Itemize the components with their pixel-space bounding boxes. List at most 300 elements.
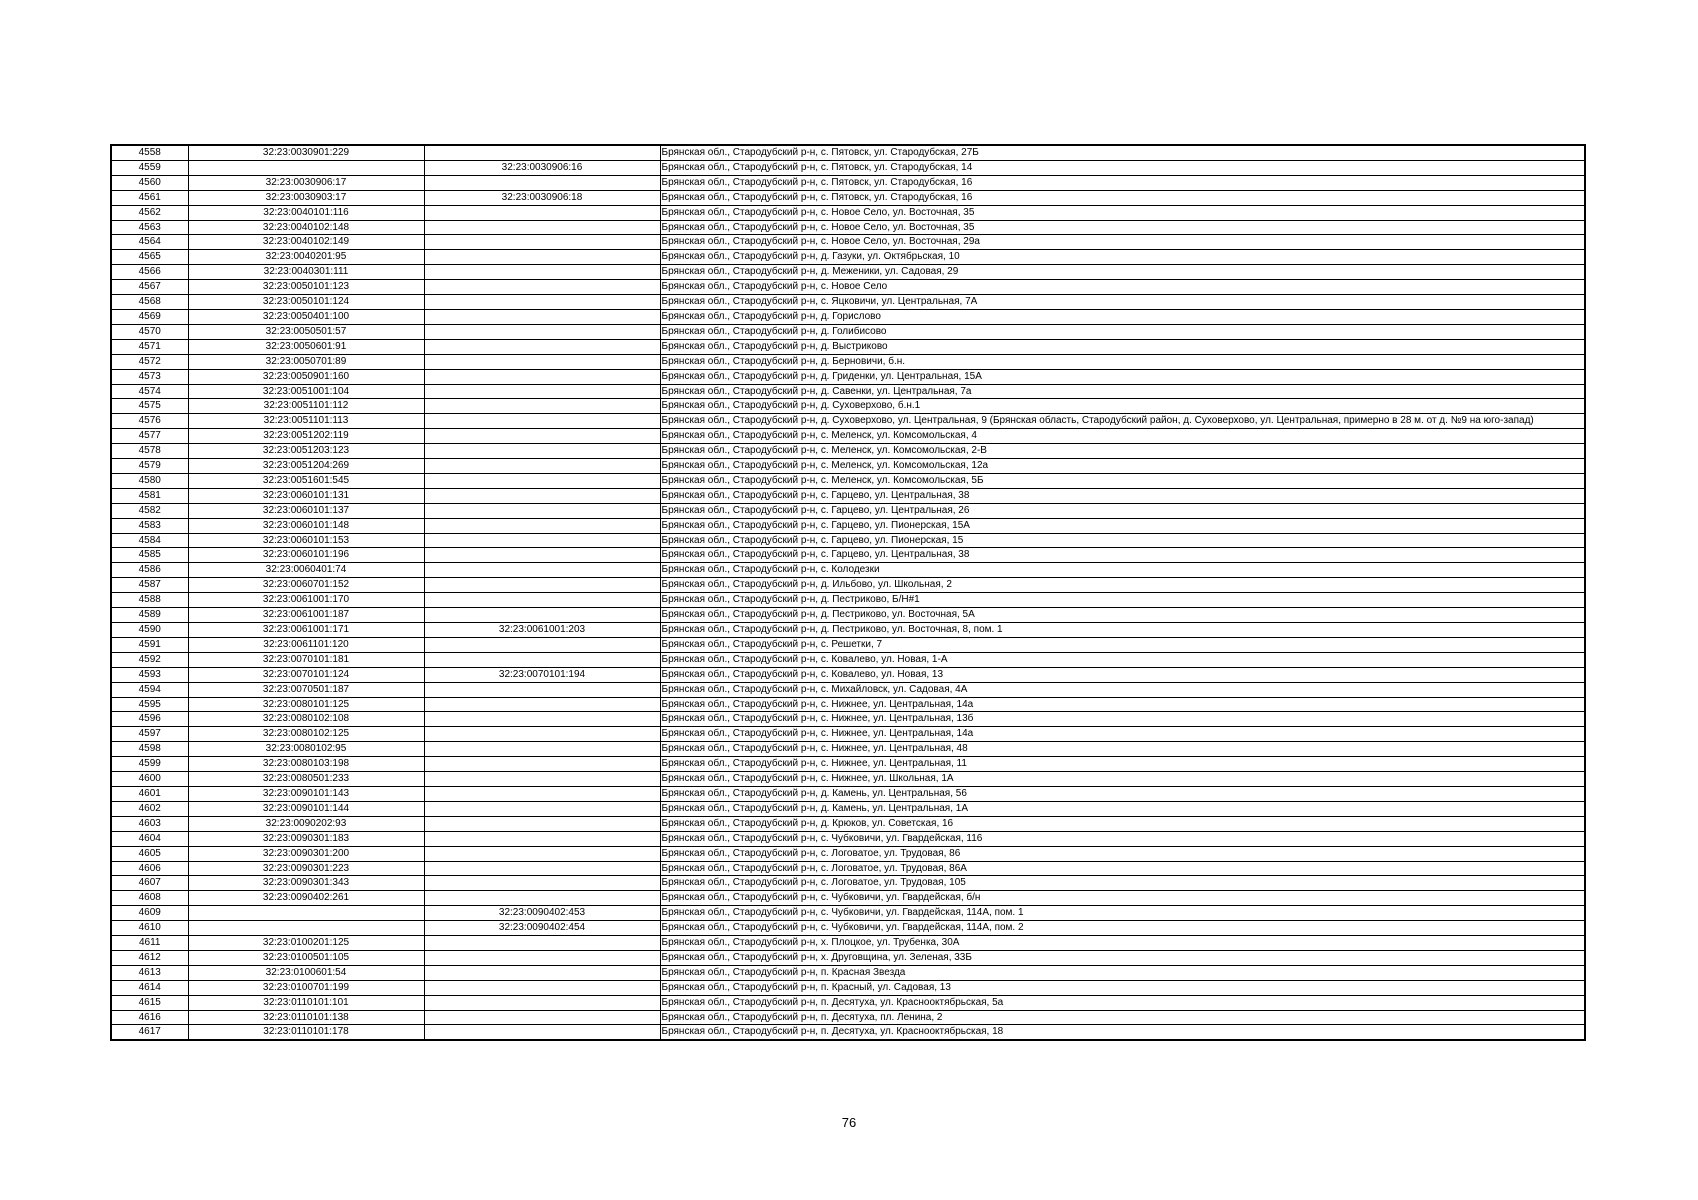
- row-number: 4562: [111, 205, 188, 220]
- address: Брянская обл., Стародубский р-н, с. Пятовск, ул. Стародубская, 16: [660, 190, 1585, 205]
- row-number: 4596: [111, 712, 188, 727]
- building-cadastral-number: [424, 533, 660, 548]
- building-cadastral-number: 32:23:0070101:194: [424, 667, 660, 682]
- row-number: 4617: [111, 1025, 188, 1040]
- page-number: 76: [841, 1115, 857, 1130]
- building-cadastral-number: [424, 459, 660, 474]
- building-cadastral-number: [424, 742, 660, 757]
- cadastral-number: 32:23:0051101:112: [188, 399, 424, 414]
- cadastral-number: [188, 921, 424, 936]
- address: Брянская обл., Стародубский р-н, д. Гриденки, ул. Центральная, 15А: [660, 369, 1585, 384]
- table-row: [111, 801, 1585, 816]
- table-row: [111, 205, 1585, 220]
- row-number: 4582: [111, 503, 188, 518]
- table-row: [111, 1025, 1585, 1040]
- row-number: 4572: [111, 354, 188, 369]
- cadastral-number: 32:23:0080102:95: [188, 742, 424, 757]
- building-cadastral-number: [424, 444, 660, 459]
- table-row: [111, 667, 1585, 682]
- cadastral-number: 32:23:0051001:104: [188, 384, 424, 399]
- building-cadastral-number: [424, 503, 660, 518]
- table-row: [111, 295, 1585, 310]
- building-cadastral-number: 32:23:0090402:453: [424, 906, 660, 921]
- building-cadastral-number: [424, 548, 660, 563]
- building-cadastral-number: [424, 265, 660, 280]
- table-row: [111, 637, 1585, 652]
- building-cadastral-number: [424, 593, 660, 608]
- cadastral-number: 32:23:0060101:153: [188, 533, 424, 548]
- table-row: [111, 563, 1585, 578]
- row-number: 4598: [111, 742, 188, 757]
- cadastral-number: 32:23:0090101:143: [188, 786, 424, 801]
- table-row: [111, 235, 1585, 250]
- building-cadastral-number: [424, 950, 660, 965]
- building-cadastral-number: [424, 786, 660, 801]
- building-cadastral-number: [424, 980, 660, 995]
- address: Брянская обл., Стародубский р-н, с. Меленск, ул. Комсомольская, 4: [660, 429, 1585, 444]
- table-row: [111, 518, 1585, 533]
- cadastral-number: 32:23:0050101:123: [188, 280, 424, 295]
- address: Брянская обл., Стародубский р-н, д. Голибисово: [660, 324, 1585, 339]
- building-cadastral-number: [424, 339, 660, 354]
- table-row: [111, 578, 1585, 593]
- address: Брянская обл., Стародубский р-н, д. Савенки, ул. Центральная, 7а: [660, 384, 1585, 399]
- row-number: 4615: [111, 995, 188, 1010]
- row-number: 4607: [111, 876, 188, 891]
- cadastral-number: 32:23:0061001:170: [188, 593, 424, 608]
- table-row: [111, 608, 1585, 623]
- table-row: [111, 160, 1585, 175]
- cadastral-number: 32:23:0030901:229: [188, 145, 424, 160]
- building-cadastral-number: [424, 697, 660, 712]
- row-number: 4609: [111, 906, 188, 921]
- building-cadastral-number: [424, 280, 660, 295]
- row-number: 4601: [111, 786, 188, 801]
- cadastral-number: 32:23:0060701:152: [188, 578, 424, 593]
- row-number: 4613: [111, 965, 188, 980]
- cadastral-number: 32:23:0051202:119: [188, 429, 424, 444]
- row-number: 4616: [111, 1010, 188, 1025]
- building-cadastral-number: [424, 876, 660, 891]
- table-row: [111, 936, 1585, 951]
- building-cadastral-number: [424, 861, 660, 876]
- cadastral-number: 32:23:0090301:343: [188, 876, 424, 891]
- row-number: 4599: [111, 757, 188, 772]
- building-cadastral-number: 32:23:0030906:18: [424, 190, 660, 205]
- address: Брянская обл., Стародубский р-н, д. Пестриково, ул. Восточная, 8, пом. 1: [660, 623, 1585, 638]
- row-number: 4569: [111, 309, 188, 324]
- building-cadastral-number: [424, 205, 660, 220]
- cadastral-number: 32:23:0061001:187: [188, 608, 424, 623]
- table-row: [111, 175, 1585, 190]
- table-row: [111, 384, 1585, 399]
- table-row: [111, 682, 1585, 697]
- cadastral-number: 32:23:0050501:57: [188, 324, 424, 339]
- address: Брянская обл., Стародубский р-н, п. Красная Звезда: [660, 965, 1585, 980]
- row-number: 4587: [111, 578, 188, 593]
- table-row: [111, 742, 1585, 757]
- address: Брянская обл., Стародубский р-н, п. Десятуха, ул. Краснооктябрьская, 5а: [660, 995, 1585, 1010]
- row-number: 4614: [111, 980, 188, 995]
- table-row: [111, 324, 1585, 339]
- row-number: 4612: [111, 950, 188, 965]
- row-number: 4575: [111, 399, 188, 414]
- cadastral-number: 32:23:0040301:111: [188, 265, 424, 280]
- address: Брянская обл., Стародубский р-н, с. Пятовск, ул. Стародубская, 27Б: [660, 145, 1585, 160]
- address: Брянская обл., Стародубский р-н, п. Красный, ул. Садовая, 13: [660, 980, 1585, 995]
- address: Брянская обл., Стародубский р-н, с. Нижнее, ул. Центральная, 48: [660, 742, 1585, 757]
- cadastral-number: 32:23:0100501:105: [188, 950, 424, 965]
- address: Брянская обл., Стародубский р-н, с. Нижнее, ул. Центральная, 11: [660, 757, 1585, 772]
- table-row: [111, 503, 1585, 518]
- table-row: [111, 876, 1585, 891]
- address: Брянская обл., Стародубский р-н, д. Меженики, ул. Садовая, 29: [660, 265, 1585, 280]
- table-row: [111, 950, 1585, 965]
- building-cadastral-number: [424, 846, 660, 861]
- row-number: 4593: [111, 667, 188, 682]
- building-cadastral-number: [424, 414, 660, 429]
- address: Брянская обл., Стародубский р-н, д. Крюков, ул. Советская, 16: [660, 816, 1585, 831]
- building-cadastral-number: [424, 354, 660, 369]
- building-cadastral-number: [424, 965, 660, 980]
- address: Брянская обл., Стародубский р-н, с. Меленск, ул. Комсомольская, 2-В: [660, 444, 1585, 459]
- row-number: 4610: [111, 921, 188, 936]
- building-cadastral-number: [424, 488, 660, 503]
- address: Брянская обл., Стародубский р-н, с. Гарцево, ул. Центральная, 38: [660, 548, 1585, 563]
- cadastral-number: 32:23:0051204:269: [188, 459, 424, 474]
- address: Брянская обл., Стародубский р-н, д. Камень, ул. Центральная, 1А: [660, 801, 1585, 816]
- address: Брянская обл., Стародубский р-н, с. Нижнее, ул. Центральная, 14а: [660, 727, 1585, 742]
- row-number: 4559: [111, 160, 188, 175]
- cadastral-number: 32:23:0061001:171: [188, 623, 424, 638]
- cadastral-number: 32:23:0100601:54: [188, 965, 424, 980]
- table-row: [111, 309, 1585, 324]
- building-cadastral-number: [424, 578, 660, 593]
- cadastral-number: 32:23:0040201:95: [188, 250, 424, 265]
- address: Брянская обл., Стародубский р-н, п. Десятуха, пл. Ленина, 2: [660, 1010, 1585, 1025]
- building-cadastral-number: 32:23:0030906:16: [424, 160, 660, 175]
- address: Брянская обл., Стародубский р-н, д. Горислово: [660, 309, 1585, 324]
- table-row: [111, 995, 1585, 1010]
- building-cadastral-number: [424, 637, 660, 652]
- address: Брянская обл., Стародубский р-н, д. Суховерхово, б.н.1: [660, 399, 1585, 414]
- building-cadastral-number: [424, 145, 660, 160]
- table-row: [111, 190, 1585, 205]
- address: Брянская обл., Стародубский р-н, х. Плоцкое, ул. Трубенка, 30А: [660, 936, 1585, 951]
- table-row: [111, 712, 1585, 727]
- building-cadastral-number: 32:23:0061001:203: [424, 623, 660, 638]
- address: Брянская обл., Стародубский р-н, д. Газуки, ул. Октябрьская, 10: [660, 250, 1585, 265]
- row-number: 4590: [111, 623, 188, 638]
- table-row: [111, 1010, 1585, 1025]
- cadastral-number: 32:23:0080101:125: [188, 697, 424, 712]
- cadastral-number: 32:23:0051203:123: [188, 444, 424, 459]
- row-number: 4585: [111, 548, 188, 563]
- table-row: [111, 429, 1585, 444]
- table-row: [111, 891, 1585, 906]
- table-row: [111, 846, 1585, 861]
- row-number: 4591: [111, 637, 188, 652]
- table-row: [111, 548, 1585, 563]
- cadastral-number: 32:23:0080102:108: [188, 712, 424, 727]
- table-row: [111, 980, 1585, 995]
- table-row: [111, 339, 1585, 354]
- row-number: 4577: [111, 429, 188, 444]
- cadastral-number: 32:23:0070501:187: [188, 682, 424, 697]
- cadastral-number: 32:23:0090101:144: [188, 801, 424, 816]
- row-number: 4580: [111, 473, 188, 488]
- row-number: 4588: [111, 593, 188, 608]
- building-cadastral-number: [424, 309, 660, 324]
- building-cadastral-number: [424, 757, 660, 772]
- address: Брянская обл., Стародубский р-н, х. Друговщина, ул. Зеленая, 33Б: [660, 950, 1585, 965]
- table-row: [111, 757, 1585, 772]
- building-cadastral-number: [424, 235, 660, 250]
- cadastral-number: [188, 906, 424, 921]
- cadastral-number: 32:23:0051601:545: [188, 473, 424, 488]
- cadastral-number: 32:23:0060101:196: [188, 548, 424, 563]
- row-number: 4566: [111, 265, 188, 280]
- row-number: 4584: [111, 533, 188, 548]
- cadastral-number: 32:23:0030906:17: [188, 175, 424, 190]
- table-row: [111, 861, 1585, 876]
- table-row: [111, 965, 1585, 980]
- building-cadastral-number: [424, 399, 660, 414]
- table-row: [111, 831, 1585, 846]
- table-row: [111, 906, 1585, 921]
- table-row: [111, 727, 1585, 742]
- address: Брянская обл., Стародубский р-н, с. Пятовск, ул. Стародубская, 14: [660, 160, 1585, 175]
- row-number: 4571: [111, 339, 188, 354]
- table-row: [111, 473, 1585, 488]
- row-number: 4567: [111, 280, 188, 295]
- cadastral-number: 32:23:0070101:181: [188, 652, 424, 667]
- address: Брянская обл., Стародубский р-н, п. Десятуха, ул. Краснооктябрьская, 18: [660, 1025, 1585, 1040]
- row-number: 4568: [111, 295, 188, 310]
- row-number: 4563: [111, 220, 188, 235]
- address: Брянская обл., Стародубский р-н, с. Чубковичи, ул. Гвардейская, 116: [660, 831, 1585, 846]
- table-row: [111, 265, 1585, 280]
- building-cadastral-number: [424, 473, 660, 488]
- cadastral-number: 32:23:0030903:17: [188, 190, 424, 205]
- address: Брянская обл., Стародубский р-н, с. Ковалево, ул. Новая, 1-А: [660, 652, 1585, 667]
- row-number: 4578: [111, 444, 188, 459]
- cadastral-number: 32:23:0110101:178: [188, 1025, 424, 1040]
- cadastral-number: 32:23:0051101:113: [188, 414, 424, 429]
- address: Брянская обл., Стародубский р-н, д. Берновичи, б.н.: [660, 354, 1585, 369]
- row-number: 4560: [111, 175, 188, 190]
- table-row: [111, 623, 1585, 638]
- address: Брянская обл., Стародубский р-н, с. Чубковичи, ул. Гвардейская, б/н: [660, 891, 1585, 906]
- row-number: 4581: [111, 488, 188, 503]
- building-cadastral-number: [424, 831, 660, 846]
- cadastral-number: 32:23:0050901:160: [188, 369, 424, 384]
- row-number: 4611: [111, 936, 188, 951]
- table-row: [111, 652, 1585, 667]
- address: Брянская обл., Стародубский р-н, с. Колодезки: [660, 563, 1585, 578]
- cadastral-number: 32:23:0100701:199: [188, 980, 424, 995]
- address: Брянская обл., Стародубский р-н, с. Логоватое, ул. Трудовая, 86А: [660, 861, 1585, 876]
- address: Брянская обл., Стародубский р-н, д. Пестриково, ул. Восточная, 5А: [660, 608, 1585, 623]
- row-number: 4583: [111, 518, 188, 533]
- table-body: [111, 145, 1585, 1040]
- building-cadastral-number: 32:23:0090402:454: [424, 921, 660, 936]
- row-number: 4608: [111, 891, 188, 906]
- row-number: 4594: [111, 682, 188, 697]
- row-number: 4586: [111, 563, 188, 578]
- address: Брянская обл., Стародубский р-н, с. Новое Село, ул. Восточная, 35: [660, 205, 1585, 220]
- row-number: 4561: [111, 190, 188, 205]
- row-number: 4570: [111, 324, 188, 339]
- cadastral-number: 32:23:0040101:116: [188, 205, 424, 220]
- cadastral-number: 32:23:0110101:138: [188, 1010, 424, 1025]
- address: Брянская обл., Стародубский р-н, с. Гарцево, ул. Центральная, 26: [660, 503, 1585, 518]
- cadastral-number: 32:23:0090301:223: [188, 861, 424, 876]
- building-cadastral-number: [424, 772, 660, 787]
- table-row: [111, 697, 1585, 712]
- row-number: 4589: [111, 608, 188, 623]
- table-row: [111, 414, 1585, 429]
- table-row: [111, 369, 1585, 384]
- address: Брянская обл., Стародубский р-н, с. Ковалево, ул. Новая, 13: [660, 667, 1585, 682]
- table-row: [111, 593, 1585, 608]
- cadastral-number: 32:23:0080103:198: [188, 757, 424, 772]
- address: Брянская обл., Стародубский р-н, д. Выстриково: [660, 339, 1585, 354]
- address: Брянская обл., Стародубский р-н, с. Меленск, ул. Комсомольская, 12а: [660, 459, 1585, 474]
- address: Брянская обл., Стародубский р-н, с. Решетки, 7: [660, 637, 1585, 652]
- address: Брянская обл., Стародубский р-н, с. Гарцево, ул. Пионерская, 15: [660, 533, 1585, 548]
- table-row: [111, 488, 1585, 503]
- address: Брянская обл., Стародубский р-н, д. Суховерхово, ул. Центральная, 9 (Брянская область, Стародубский район, д. Суховерхово, ул. Центральная, примерно в 28 м. от д. №9 на юго-запад): [660, 414, 1585, 429]
- building-cadastral-number: [424, 324, 660, 339]
- building-cadastral-number: [424, 369, 660, 384]
- row-number: 4597: [111, 727, 188, 742]
- table-row: [111, 354, 1585, 369]
- cadastral-number: 32:23:0040102:148: [188, 220, 424, 235]
- address: Брянская обл., Стародубский р-н, с. Новое Село: [660, 280, 1585, 295]
- building-cadastral-number: [424, 682, 660, 697]
- table-row: [111, 533, 1585, 548]
- building-cadastral-number: [424, 1010, 660, 1025]
- cadastral-number: 32:23:0040102:149: [188, 235, 424, 250]
- cadastral-number: 32:23:0090301:183: [188, 831, 424, 846]
- table-row: [111, 145, 1585, 160]
- row-number: 4604: [111, 831, 188, 846]
- address: Брянская обл., Стародубский р-н, с. Чубковичи, ул. Гвардейская, 114А, пом. 2: [660, 921, 1585, 936]
- row-number: 4592: [111, 652, 188, 667]
- building-cadastral-number: [424, 563, 660, 578]
- building-cadastral-number: [424, 429, 660, 444]
- cadastral-number: 32:23:0090301:200: [188, 846, 424, 861]
- building-cadastral-number: [424, 295, 660, 310]
- address: Брянская обл., Стародубский р-н, с. Нижнее, ул. Центральная, 13б: [660, 712, 1585, 727]
- building-cadastral-number: [424, 995, 660, 1010]
- row-number: 4600: [111, 772, 188, 787]
- address: Брянская обл., Стародубский р-н, с. Яцковичи, ул. Центральная, 7А: [660, 295, 1585, 310]
- cadastral-number: 32:23:0060101:131: [188, 488, 424, 503]
- cadastral-number: 32:23:0060401:74: [188, 563, 424, 578]
- address: Брянская обл., Стародубский р-н, с. Гарцево, ул. Центральная, 38: [660, 488, 1585, 503]
- address: Брянская обл., Стародубский р-н, с. Гарцево, ул. Пионерская, 15А: [660, 518, 1585, 533]
- cadastral-number: 32:23:0090402:261: [188, 891, 424, 906]
- address: Брянская обл., Стародубский р-н, с. Логоватое, ул. Трудовая, 86: [660, 846, 1585, 861]
- building-cadastral-number: [424, 891, 660, 906]
- table-row: [111, 786, 1585, 801]
- cadastral-number: 32:23:0061101:120: [188, 637, 424, 652]
- address: Брянская обл., Стародубский р-н, с. Новое Село, ул. Восточная, 29а: [660, 235, 1585, 250]
- address: Брянская обл., Стародубский р-н, с. Пятовск, ул. Стародубская, 16: [660, 175, 1585, 190]
- building-cadastral-number: [424, 250, 660, 265]
- row-number: 4564: [111, 235, 188, 250]
- building-cadastral-number: [424, 652, 660, 667]
- building-cadastral-number: [424, 1025, 660, 1040]
- cadastral-number: 32:23:0050601:91: [188, 339, 424, 354]
- building-cadastral-number: [424, 220, 660, 235]
- building-cadastral-number: [424, 936, 660, 951]
- row-number: 4595: [111, 697, 188, 712]
- table-row: [111, 444, 1585, 459]
- row-number: 4558: [111, 145, 188, 160]
- building-cadastral-number: [424, 175, 660, 190]
- table-row: [111, 459, 1585, 474]
- building-cadastral-number: [424, 608, 660, 623]
- cadastral-number: [188, 160, 424, 175]
- cadastral-number: 32:23:0080102:125: [188, 727, 424, 742]
- address: Брянская обл., Стародубский р-н, д. Пестриково, Б/Н#1: [660, 593, 1585, 608]
- cadastral-number: 32:23:0070101:124: [188, 667, 424, 682]
- building-cadastral-number: [424, 727, 660, 742]
- address: Брянская обл., Стародубский р-н, с. Логоватое, ул. Трудовая, 105: [660, 876, 1585, 891]
- row-number: 4605: [111, 846, 188, 861]
- address: Брянская обл., Стародубский р-н, с. Меленск, ул. Комсомольская, 5Б: [660, 473, 1585, 488]
- table-row: [111, 220, 1585, 235]
- row-number: 4565: [111, 250, 188, 265]
- address: Брянская обл., Стародубский р-н, д. Камень, ул. Центральная, 56: [660, 786, 1585, 801]
- row-number: 4574: [111, 384, 188, 399]
- row-number: 4603: [111, 816, 188, 831]
- cadastral-number: 32:23:0060101:148: [188, 518, 424, 533]
- row-number: 4576: [111, 414, 188, 429]
- building-cadastral-number: [424, 518, 660, 533]
- cadastral-number: 32:23:0090202:93: [188, 816, 424, 831]
- cadastral-number: 32:23:0050401:100: [188, 309, 424, 324]
- table-row: [111, 280, 1585, 295]
- table-row: [111, 399, 1585, 414]
- address: Брянская обл., Стародубский р-н, с. Нижнее, ул. Центральная, 14а: [660, 697, 1585, 712]
- row-number: 4579: [111, 459, 188, 474]
- cadastral-number: 32:23:0100201:125: [188, 936, 424, 951]
- table-row: [111, 816, 1585, 831]
- table-row: [111, 921, 1585, 936]
- building-cadastral-number: [424, 712, 660, 727]
- address: Брянская обл., Стародубский р-н, с. Новое Село, ул. Восточная, 35: [660, 220, 1585, 235]
- table-row: [111, 250, 1585, 265]
- cadastral-number: 32:23:0060101:137: [188, 503, 424, 518]
- registry-table: [110, 144, 1586, 1041]
- address: Брянская обл., Стародубский р-н, с. Михайловск, ул. Садовая, 4А: [660, 682, 1585, 697]
- cadastral-number: 32:23:0080501:233: [188, 772, 424, 787]
- address: Брянская обл., Стародубский р-н, д. Ильбово, ул. Школьная, 2: [660, 578, 1585, 593]
- table-row: [111, 772, 1585, 787]
- row-number: 4606: [111, 861, 188, 876]
- building-cadastral-number: [424, 384, 660, 399]
- address: Брянская обл., Стародубский р-н, с. Нижнее, ул. Школьная, 1А: [660, 772, 1585, 787]
- row-number: 4602: [111, 801, 188, 816]
- row-number: 4573: [111, 369, 188, 384]
- cadastral-number: 32:23:0050701:89: [188, 354, 424, 369]
- building-cadastral-number: [424, 801, 660, 816]
- building-cadastral-number: [424, 816, 660, 831]
